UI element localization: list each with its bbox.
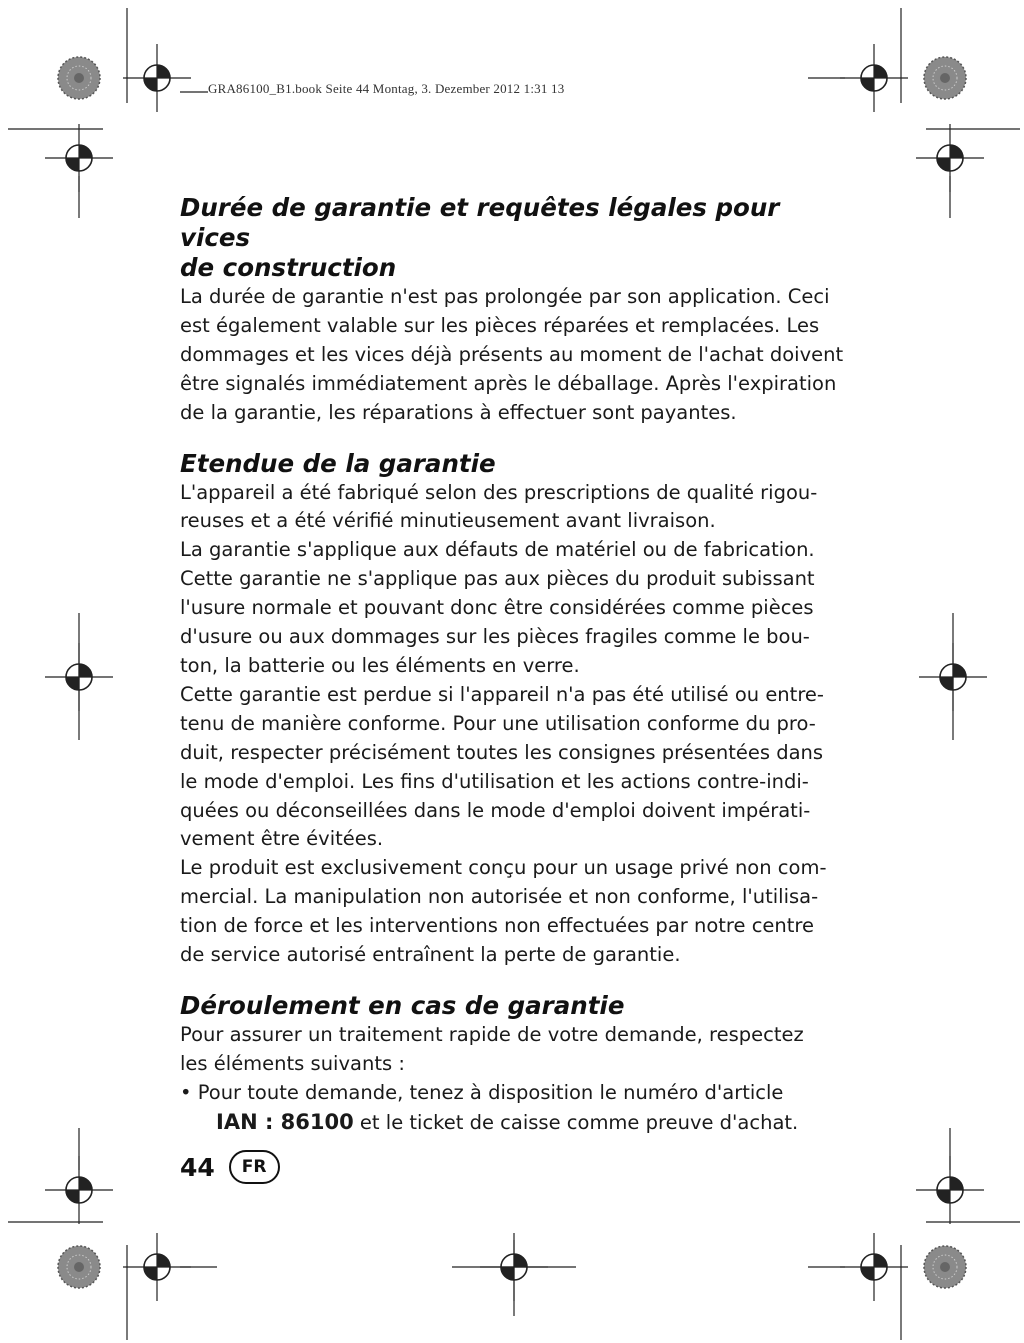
body-line: être signalés immédiatement après le déballage. Après l'expiration <box>180 371 837 395</box>
body-line: L'appareil a été fabriqué selon des prescriptions de qualité rigou- <box>180 480 818 504</box>
ian-number: IAN : 86100 <box>216 1109 354 1134</box>
bullet-continuation <box>180 1108 840 1138</box>
body-line: La durée de garantie n'est pas prolongée par son application. Ceci <box>180 285 830 308</box>
body-line: mercial. La manipulation non autorisée et non conforme, l'utilisa- <box>180 885 819 909</box>
body-line: quées ou déconseillées dans le mode d'emploi doivent impérati- <box>180 798 811 822</box>
body-line: tion de force et les interventions non effectuées par notre centre <box>180 914 815 938</box>
bullet-item <box>180 1079 840 1138</box>
body-line: ton, la batterie ou les éléments en verre. <box>180 653 580 677</box>
body-line: Cette garantie est perdue si l'appareil n'a pas été utilisé ou entre- <box>180 682 824 706</box>
registration-mark-bottom-middle-icon <box>452 1233 576 1316</box>
body-line: Le produit est exclusivement conçu pour un usage privé non com- <box>180 856 827 880</box>
body-line: est également valable sur les pièces réparées et remplacées. Les <box>180 313 820 337</box>
body-line: La garantie s'applique aux défauts de matériel ou de fabrication. <box>180 538 815 562</box>
body-line: Cette garantie ne s'applique pas aux pièces du produit subissant <box>180 567 815 591</box>
language-badge: FR <box>229 1150 280 1184</box>
body-line: Pour assurer un traitement rapide de votre demande, respectez <box>180 1022 804 1046</box>
body-line: duit, respecter précisément toutes les consignes présentées dans <box>180 740 824 764</box>
body-line: les éléments suivants : <box>180 1051 405 1075</box>
page-footer <box>180 1149 280 1185</box>
section-heading: Déroulement en cas de garantie <box>180 990 625 1020</box>
registration-mark-top-right-icon <box>808 8 1020 218</box>
section-warranty-procedure <box>180 991 840 1138</box>
registration-mark-top-left-icon <box>8 8 208 218</box>
print-slug: GRA86100_B1.book Seite 44 Montag, 3. Dezember 2012 1:31 13 <box>208 81 565 96</box>
body-line: d'usure ou aux dommages sur les pièces fragiles comme le bou- <box>180 625 810 649</box>
section-warranty-duration <box>180 193 844 428</box>
section-heading: Durée de garantie et requêtes légales pour vices <box>180 193 780 252</box>
body-line: tenu de manière conforme. Pour une utilisation conforme du pro- <box>180 711 816 735</box>
registration-mark-middle-right-icon <box>919 613 987 740</box>
bullet-line: • Pour toute demande, tenez à disposition le numéro d'article <box>180 1080 784 1104</box>
body-line: le mode d'emploi. Les fins d'utilisation et les actions contre-indi- <box>180 769 809 793</box>
body-line: dommages et les vices déjà présents au moment de l'achat doivent <box>180 342 844 366</box>
section-heading: de construction <box>180 253 397 282</box>
bullet-text: et le ticket de caisse comme preuve d'achat. <box>353 1110 799 1134</box>
body-line: reuses et a été vérifié minutieusement avant livraison. <box>180 509 716 533</box>
body-line: l'usure normale et pouvant donc être considérées comme pièces <box>180 596 814 620</box>
section-warranty-scope <box>180 449 840 970</box>
document-body <box>180 193 844 1159</box>
body-line: vement être évitées. <box>180 827 384 851</box>
registration-mark-middle-left-icon <box>45 613 113 740</box>
body-line: de la garantie, les réparations à effectuer sont payantes. <box>180 400 737 424</box>
body-line: de service autorisé entraînent la perte de garantie. <box>180 943 681 967</box>
section-heading: Etendue de la garantie <box>180 448 496 478</box>
page-number: 44 <box>180 1152 215 1182</box>
registration-mark-bottom-right-icon <box>808 1128 1020 1340</box>
